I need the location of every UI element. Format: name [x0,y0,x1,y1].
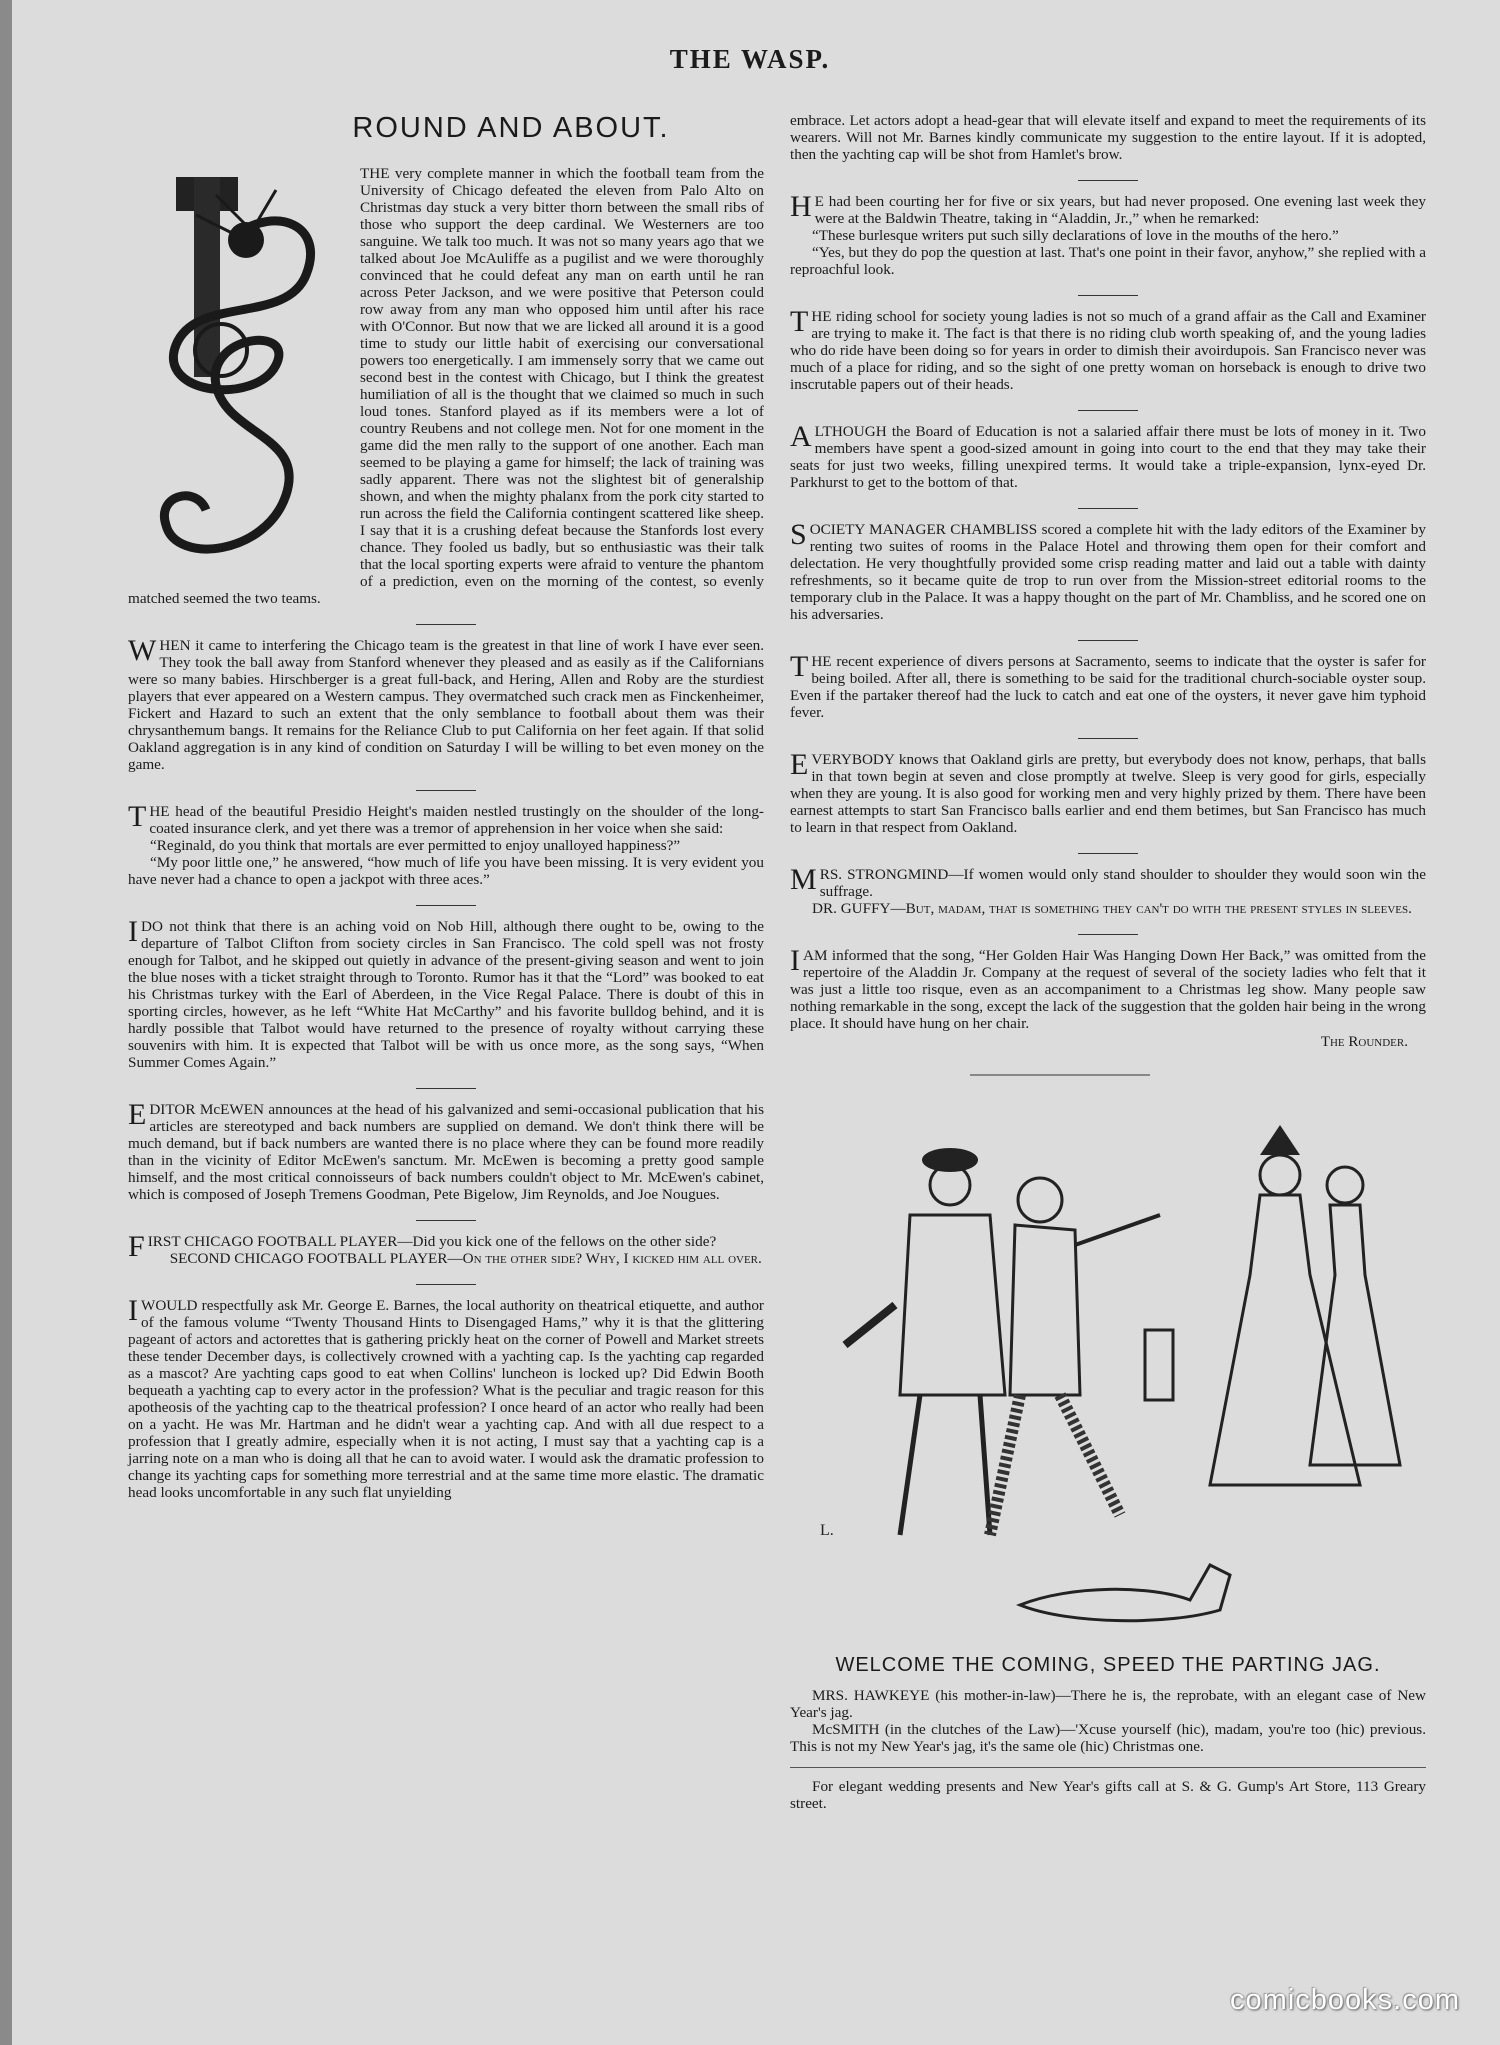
section-rule [416,905,476,906]
article-paragraph [128,1294,764,1501]
article-paragraph [128,800,764,888]
cartoon-illustration [790,1065,1426,1645]
drop-cap: I [790,944,800,977]
site-watermark: comicbooks.com [1230,1984,1460,2016]
continued-paragraph [790,112,1426,163]
drop-cap: E [790,748,809,781]
article-paragraph [128,1098,764,1203]
masthead: THE WASP. [669,44,831,74]
article-paragraph [790,863,1426,917]
article-paragraph [790,305,1426,393]
dialogue-line: SECOND CHICAGO FOOTBALL PLAYER—On the other side? Why, I kicked him all over. [169,1250,762,1267]
article-paragraph [790,518,1426,623]
drop-cap: M [790,863,817,896]
section-rule [416,624,476,625]
section-rule [416,790,476,791]
section-rule [416,1220,476,1221]
dragon-dropcap-ornament [136,165,346,583]
paragraph-text: HE riding school for society young ladies is not so much of a grand affair as the Call and Examiner are trying to make it. The fact is that there is no riding club worth speaking of, and the young ladies who do ride have been doing so for years in order to dimish their avoirdupois. San Francisco never was much of a place for riding, and so the sight of one pretty woman on horseback is enough to drive two inscrutable papers out of their heads. [790,308,1426,393]
paragraph-text: HEN it came to interfering the Chicago team is the greatest in that line of work I have ever seen. They took the ball away from Stanford whenever they pleased and as easily as if the Californians were so many babies. Hirschberger is a great full-back, and Hering, Allen and Roby are the sturdiest players that ever appeared on a Western campus. They overmatched such crack men as Finckenheimer, Fickert and Hazard to such an extent that the only semblance to football about them was their chrysanthemum bangs. It remains for the Reliance Club to put California on her feet again. If that solid Oakland aggregation is in any kind of condition on Saturday I will be willing to bet even money on the game. [128,637,764,773]
article-paragraph [790,748,1426,836]
paragraph-text: HE very complete manner in which the football team from the University of Chicago defeated the eleven from Palo Alto on Christmas day stuck a very bitter thorn between the small ribs of those who support the deep cardinal. We Westerners are too sanguine. We talk too much. It was not so many years ago that we talked about Joe McAuliffe as a pugilist and we were thoroughly convinced that he could defeat any man on earth until he ran across Peter Jackson, and we were positive that Peterson could row away from any man who opposed him until after his race with O'Connor. But now that we are licked all around it is a good time to study our little habit of exercising our conversational powers too energetically. I am immensely sorry that we came out second best in the contest with Chicago, but I think the greatest humiliation of all is the thought that we claimed so much in such loud tones. Stanford played as if its members were a lot of country Reubens and not college men. Not for one moment in the game did the men rally to the support of one another. Each man seemed to be playing a game for himself; the lack of training was sadly apparent. There was not the slightest bit of generalship shown, and when the mighty phalanx from the pork city started to run across the field the California contingent scattered like sheep. I say that it is a crushing defeat because the Stanfords lost every chance. They fooled us badly, but so enthusiastic was their talk that the local sporting experts were afraid to venture the phantom of a prediction, even on the morning of the contest, so evenly matched seemed the two teams. [128,165,764,607]
drop-cap: E [128,1098,147,1131]
drop-cap: T [360,165,370,182]
article-heading: ROUND AND ABOUT. [352,112,670,144]
left-column [128,112,764,1518]
drop-cap: W [128,634,157,667]
paragraph-text: OCIETY MANAGER CHAMBLISS scored a complete hit with the lady editors of the Examiner by renting two suites of rooms in the Palace Hotel and throwing them open for their comfort and delectation. He very thoughtfully provided some crisp reading matter and laid out a table with dainty refreshments, so it became quite de trop to run over from the Mission-street editorial rooms to the temporary club in the Palace. It was a happy thought on the part of Mr. Chambliss, and he scored one on his adversaries. [790,521,1426,623]
paragraph-text: RS. STRONGMIND—If women would only stand shoulder to shoulder they would soon win the suffrage. [819,866,1426,900]
paragraph-text: DITOR McEWEN announces at the head of his galvanized and semi-occasional publication that his articles are stereotyped and back numbers are supplied on demand. We don't think there will be much demand, but if back numbers are wanted there is no place where they can be found more readily than in the vicinity of Editor McEwen's sanctum. Mr. McEwen is becoming a pretty good sample himself, and the most critical connoisseurs of back numbers couldn't object to Mr. McEwen's cabinet, which is composed of Joseph Tremens Goodman, Pete Bigelow, Jim Reynolds, and Joe Nougues. [128,1101,764,1203]
section-rule [1078,934,1138,935]
drop-cap: I [128,915,138,948]
dialogue-line: “Yes, but they do pop the question at last. That's one point in their favor, anyhow,” she replied with a reproachful look. [790,244,1426,278]
article-paragraph [790,190,1426,278]
paragraph-text: LTHOUGH the Board of Education is not a salaried affair there must be lots of money in it. Two members have spent a good-sized amount in going into court to the end that they may take their seats for just two weeks, filling unexpired terms. It would take a triple-expansion, lynx-eyed Dr. Parkhurst to get to the bottom of that. [790,423,1426,491]
paragraph-text: E had been courting her for five or six years, but had never proposed. One evening last week they were at the Baldwin Theatre, taking in “Aladdin, Jr.,” when he remarked: [814,193,1426,227]
paragraph-text: DO not think that there is an aching void on Nob Hill, although there ought to be, owing to the departure of Talbot Clifton from society circles in San Francisco. The cold spell was not frosty enough for Talbot, and he skipped out quietly in advance of the present-giving season and went to join the blue noses with a ticket straight through to Toronto. Rumor has it that the “Lord” was booked to eat his Christmas turkey with the Earl of Aberdeen, in the Vice Regal Palace. There is doubt of this in sporting circles, however, as he left “White Hat McCarthy” and his favorite bulldog behind, and it is hardly possible that Talbot would have returned to the presence of royalty without carrying these souvenirs with him. It is expected that Talbot will be with us once more, as the song says, “When Summer Comes Again.” [128,918,764,1071]
drop-cap: I [128,1294,138,1327]
cartoon-caption: McSMITH (in the clutches of the Law)—'Xcuse yourself (hic), madam, you're too (hic) previous. This is not my New Year's jag, it's the same ole (hic) Christmas one. [790,1721,1426,1755]
drop-cap: T [128,800,147,833]
byline-signature: The Rounder. [1320,1034,1408,1050]
section-rule [1078,180,1138,181]
drop-cap: F [128,1230,145,1263]
section-rule [416,1088,476,1089]
drop-cap: T [790,650,809,683]
section-rule [1078,295,1138,296]
drop-cap: H [790,190,812,223]
article-paragraph [128,1230,764,1267]
right-column [790,112,1426,1812]
paragraph-text: VERYBODY knows that Oakland girls are pretty, but everybody does not know, perhaps, that balls in that town begin at seven and close promptly at twelve. Sleep is very good for girls, especially when they are young. It is also good for working men and very highly prized by them. There have been earnest attempts to start San Francisco balls earlier and end them betimes, but San Francisco has much to learn in that respect from Oakland. [790,751,1426,836]
page-binding-edge [0,0,12,2045]
advertisement-text: For elegant wedding presents and New Year's gifts call at S. & G. Gump's Art Store, 113 Greary street. [790,1778,1426,1812]
paragraph-text: IRST CHICAGO FOOTBALL PLAYER—Did you kick one of the fellows on the other side? [147,1233,717,1250]
paragraph-text: HE head of the beautiful Presidio Height's maiden nestled trustingly on the shoulder of the long-coated insurance clerk, and yet there was a tremor of apprehension in her voice when she said: [149,803,764,837]
paragraph-text: HE recent experience of divers persons at Sacramento, seems to indicate that the oyster is safer for being boiled. After all, there is something to be said for the traditional church-sociable oyster soup. Even if the partaker thereof had the luck to catch and eat one of the oysters, it never gave him typhoid fever. [790,653,1426,721]
cartoon-caption: MRS. HAWKEYE (his mother-in-law)—There he is, the reprobate, with an elegant case of New Year's jag. [790,1687,1426,1721]
article-paragraph [790,420,1426,491]
article-paragraph [128,165,764,607]
drop-cap: A [790,420,812,453]
dialogue-line: DR. GUFFY—But, madam, that is something they can't do with the present styles in sleeves. [812,900,1412,917]
paragraph-text: WOULD respectfully ask Mr. George E. Barnes, the local authority on theatrical etiquette, and author of the famous volume “Twenty Thousand Hints to Disengaged Hams,” why it is that the glittering pageant of actors and actorettes that is gathering prickly heat on the corner of Powell and Market streets these tender December days, is collectively crowned with a yachting cap. Is the yachting cap regarded as a mascot? Are yachting caps good to eat when Collins' luncheon is locked up? Did Edwin Booth bequeath a yachting cap to every actor in the profession? What is the peculiar and tragic reason for this apotheosis of the yachting cap to the theatrical profession? I once heard of an actor who really had been on a yacht. He was Mr. Hartman and he didn't wear a yachting cap. And with all due respect to a profession that I greatly admire, especially when it is not acting, I must say that a yachting cap is a jarring note on a man who is doing all that he can to avoid water. I would ask the dramatic profession to change its yachting caps for something more terrestrial and at the same time more elastic. The dramatic head looks uncomfortable in any such flat unyielding [128,1297,764,1501]
section-rule [1078,640,1138,641]
section-rule [1078,508,1138,509]
artist-initial: L. [820,1522,834,1539]
section-rule [1078,410,1138,411]
section-rule [1078,853,1138,854]
dialogue-line: “My poor little one,” he answered, “how much of life you have been missing. It is very evident you have never had a chance to open a jackpot with three aces.” [128,854,764,888]
article-paragraph [128,915,764,1071]
drop-cap: T [790,305,809,338]
dialogue-line: “Reginald, do you think that mortals are ever permitted to enjoy unalloyed happiness?” [150,837,681,854]
paragraph-text: embrace. Let actors adopt a head-gear that will elevate itself and expand to meet the requirements of its wearers. Will not Mr. Barnes kindly communicate my suggestion to the entire layout. If it is adopted, then the yachting cap will be shot from Hamlet's brow. [790,112,1426,163]
article-paragraph [128,634,764,773]
section-rule [416,1284,476,1285]
dialogue-line: “These burlesque writers put such silly declarations of love in the mouths of the hero.” [812,227,1339,244]
article-paragraph [790,944,1426,1051]
cartoon-title: WELCOME THE COMING, SPEED THE PARTING JAG. [835,1654,1381,1676]
section-rule [1078,738,1138,739]
paragraph-text: AM informed that the song, “Her Golden Hair Was Hanging Down Her Back,” was omitted from the repertoire of the Aladdin Jr. Company at the request of several of the society ladies who felt that it was just a little too risque, even as an accompaniment to a Christmas leg show. Many people saw nothing remarkable in the song, except the lack of the suggestion that the golden hair being in the wrong place. It should have hung on her chair. [790,947,1426,1032]
ad-divider [790,1767,1426,1768]
drop-cap: S [790,518,807,551]
article-paragraph [790,650,1426,721]
